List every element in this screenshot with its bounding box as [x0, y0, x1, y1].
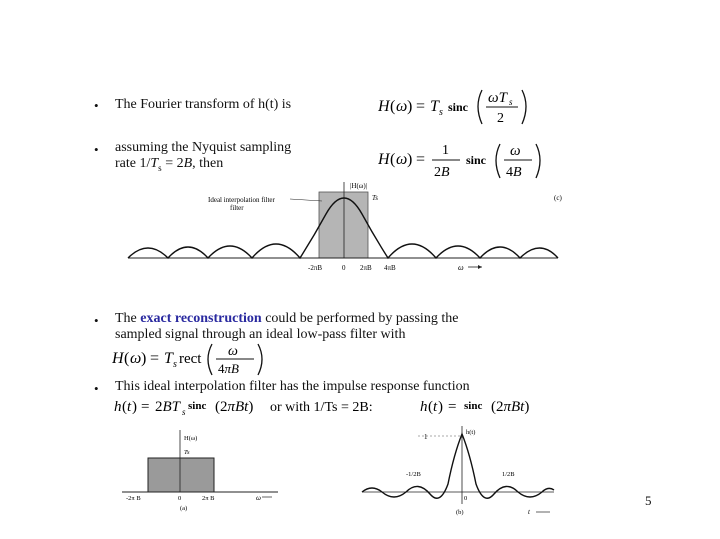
bullet-text-nyquist-2: rate $1/T_s = 2B$, then: [115, 156, 224, 173]
svg-text:ω: ω: [396, 151, 408, 168]
svg-text:=: =: [150, 350, 160, 367]
label-1: 1: [424, 433, 428, 441]
tick-a-0: 0: [178, 495, 182, 502]
svg-text:): ): [438, 399, 443, 415]
svg-text:(: (: [122, 399, 127, 415]
svg-text:h: h: [114, 399, 122, 415]
bullet-marker: •: [94, 313, 99, 328]
svg-text:s: s: [173, 359, 177, 370]
axis-label-a: ω: [256, 494, 261, 502]
svg-text:H: H: [378, 151, 390, 168]
svg-text:filter: filter: [230, 204, 244, 212]
svg-text:(2πBt): (2πBt): [215, 399, 254, 415]
axis-label-omega: ω: [458, 263, 464, 272]
svg-text:ω: ω: [396, 98, 408, 115]
svg-text:T: T: [164, 350, 173, 367]
label-ideal-filter: Ideal interpolation filter: [208, 196, 275, 204]
tick-b-neg: -1/2B: [406, 471, 421, 478]
svg-text:=: =: [416, 98, 426, 115]
svg-text:1: 1: [442, 143, 449, 158]
label-Ts-a: Ts: [184, 449, 190, 456]
svg-text:(: (: [390, 151, 396, 168]
svg-text:2BT: 2BT: [155, 399, 181, 415]
tick-b-0: 0: [464, 495, 468, 502]
svg-text:(: (: [428, 399, 433, 415]
figure-sinc-spectrum: [118, 176, 578, 278]
svg-text:s: s: [182, 407, 186, 417]
svg-text:=: =: [141, 399, 150, 415]
svg-text:(: (: [390, 98, 396, 115]
svg-text:s: s: [509, 97, 513, 107]
svg-text:H: H: [378, 98, 390, 115]
svg-text:(: (: [124, 350, 130, 367]
svg-text:or with 1/Ts = 2B:: or with 1/Ts = 2B:: [270, 400, 373, 415]
tick-minus-2piB: -2πB: [308, 264, 323, 272]
svg-text:): ): [407, 98, 413, 115]
svg-text:=: =: [416, 151, 426, 168]
caption-a: (a): [180, 505, 188, 512]
svg-text:4B: 4B: [506, 165, 522, 180]
equation-impulse-response: [114, 393, 574, 419]
svg-text:sinc: sinc: [466, 153, 487, 167]
tick-a-pos: 2π B: [202, 495, 215, 502]
page-number: 5: [645, 493, 652, 508]
svg-text:): ): [407, 151, 413, 168]
tick-0: 0: [342, 264, 346, 272]
svg-text:sinc: sinc: [188, 400, 207, 412]
tick-b-pos: 1/2B: [502, 471, 515, 478]
svg-text:): ): [141, 350, 147, 367]
svg-text:(2πBt): (2πBt): [491, 399, 530, 415]
label-H: H(ω): [184, 435, 198, 442]
svg-text:ωT: ωT: [488, 90, 507, 106]
svg-text:ω: ω: [228, 344, 238, 359]
svg-text:): ): [132, 399, 137, 415]
figure-rect-filter: [118, 428, 288, 512]
caption-b: (b): [456, 509, 464, 516]
bullet-marker: •: [94, 98, 99, 113]
svg-text:=: =: [448, 399, 457, 415]
tick-2piB: 2πB: [360, 264, 372, 272]
svg-text:T: T: [430, 98, 439, 115]
svg-text:2B: 2B: [434, 165, 450, 180]
tick-a-neg: -2π B: [126, 495, 141, 502]
figure-impulse-response: [358, 424, 558, 516]
svg-text:sinc: sinc: [464, 400, 483, 412]
svg-text:s: s: [439, 107, 443, 118]
svg-text:2: 2: [497, 111, 504, 126]
rect-shape: [148, 458, 214, 492]
label-c: (c): [554, 194, 562, 202]
svg-text:t: t: [433, 399, 438, 415]
bullet-text-fourier: The Fourier transform of h(t) is: [115, 97, 292, 112]
svg-text:t: t: [127, 399, 132, 415]
svg-text:H: H: [112, 350, 124, 367]
bullet-text-reconstruction-1: The exact reconstruction could be performed by passing the: [115, 311, 459, 326]
filter-rectangle: [319, 192, 368, 258]
svg-text:ω: ω: [130, 350, 142, 367]
bullet-marker: •: [94, 142, 99, 157]
label-h: h(t): [466, 429, 476, 436]
label-Ts: Ts: [372, 194, 378, 202]
svg-text:h: h: [420, 399, 428, 415]
bullet-text-impulse-1: This ideal interpolation filter has the impulse response function: [115, 379, 470, 394]
equation-rect-filter: [112, 342, 282, 378]
svg-text:ω: ω: [510, 143, 521, 159]
svg-text:rect: rect: [179, 351, 202, 367]
label-H-omega: |H(ω)|: [350, 182, 368, 190]
equation-fourier-transform: [378, 82, 548, 130]
bullet-text-reconstruction-2: sampled signal through an ideal low-pass filter with: [115, 327, 406, 342]
svg-text:sinc: sinc: [448, 100, 469, 114]
svg-text:4πB: 4πB: [218, 361, 239, 376]
tick-4piB: 4πB: [384, 264, 396, 272]
bullet-text-nyquist-1: assuming the Nyquist sampling: [115, 140, 292, 155]
sinc-impulse-curve: [362, 434, 554, 498]
bullet-marker: •: [94, 381, 99, 396]
highlight-exact-reconstruction: exact reconstruction: [140, 311, 262, 326]
axis-label-b: t: [528, 508, 530, 516]
